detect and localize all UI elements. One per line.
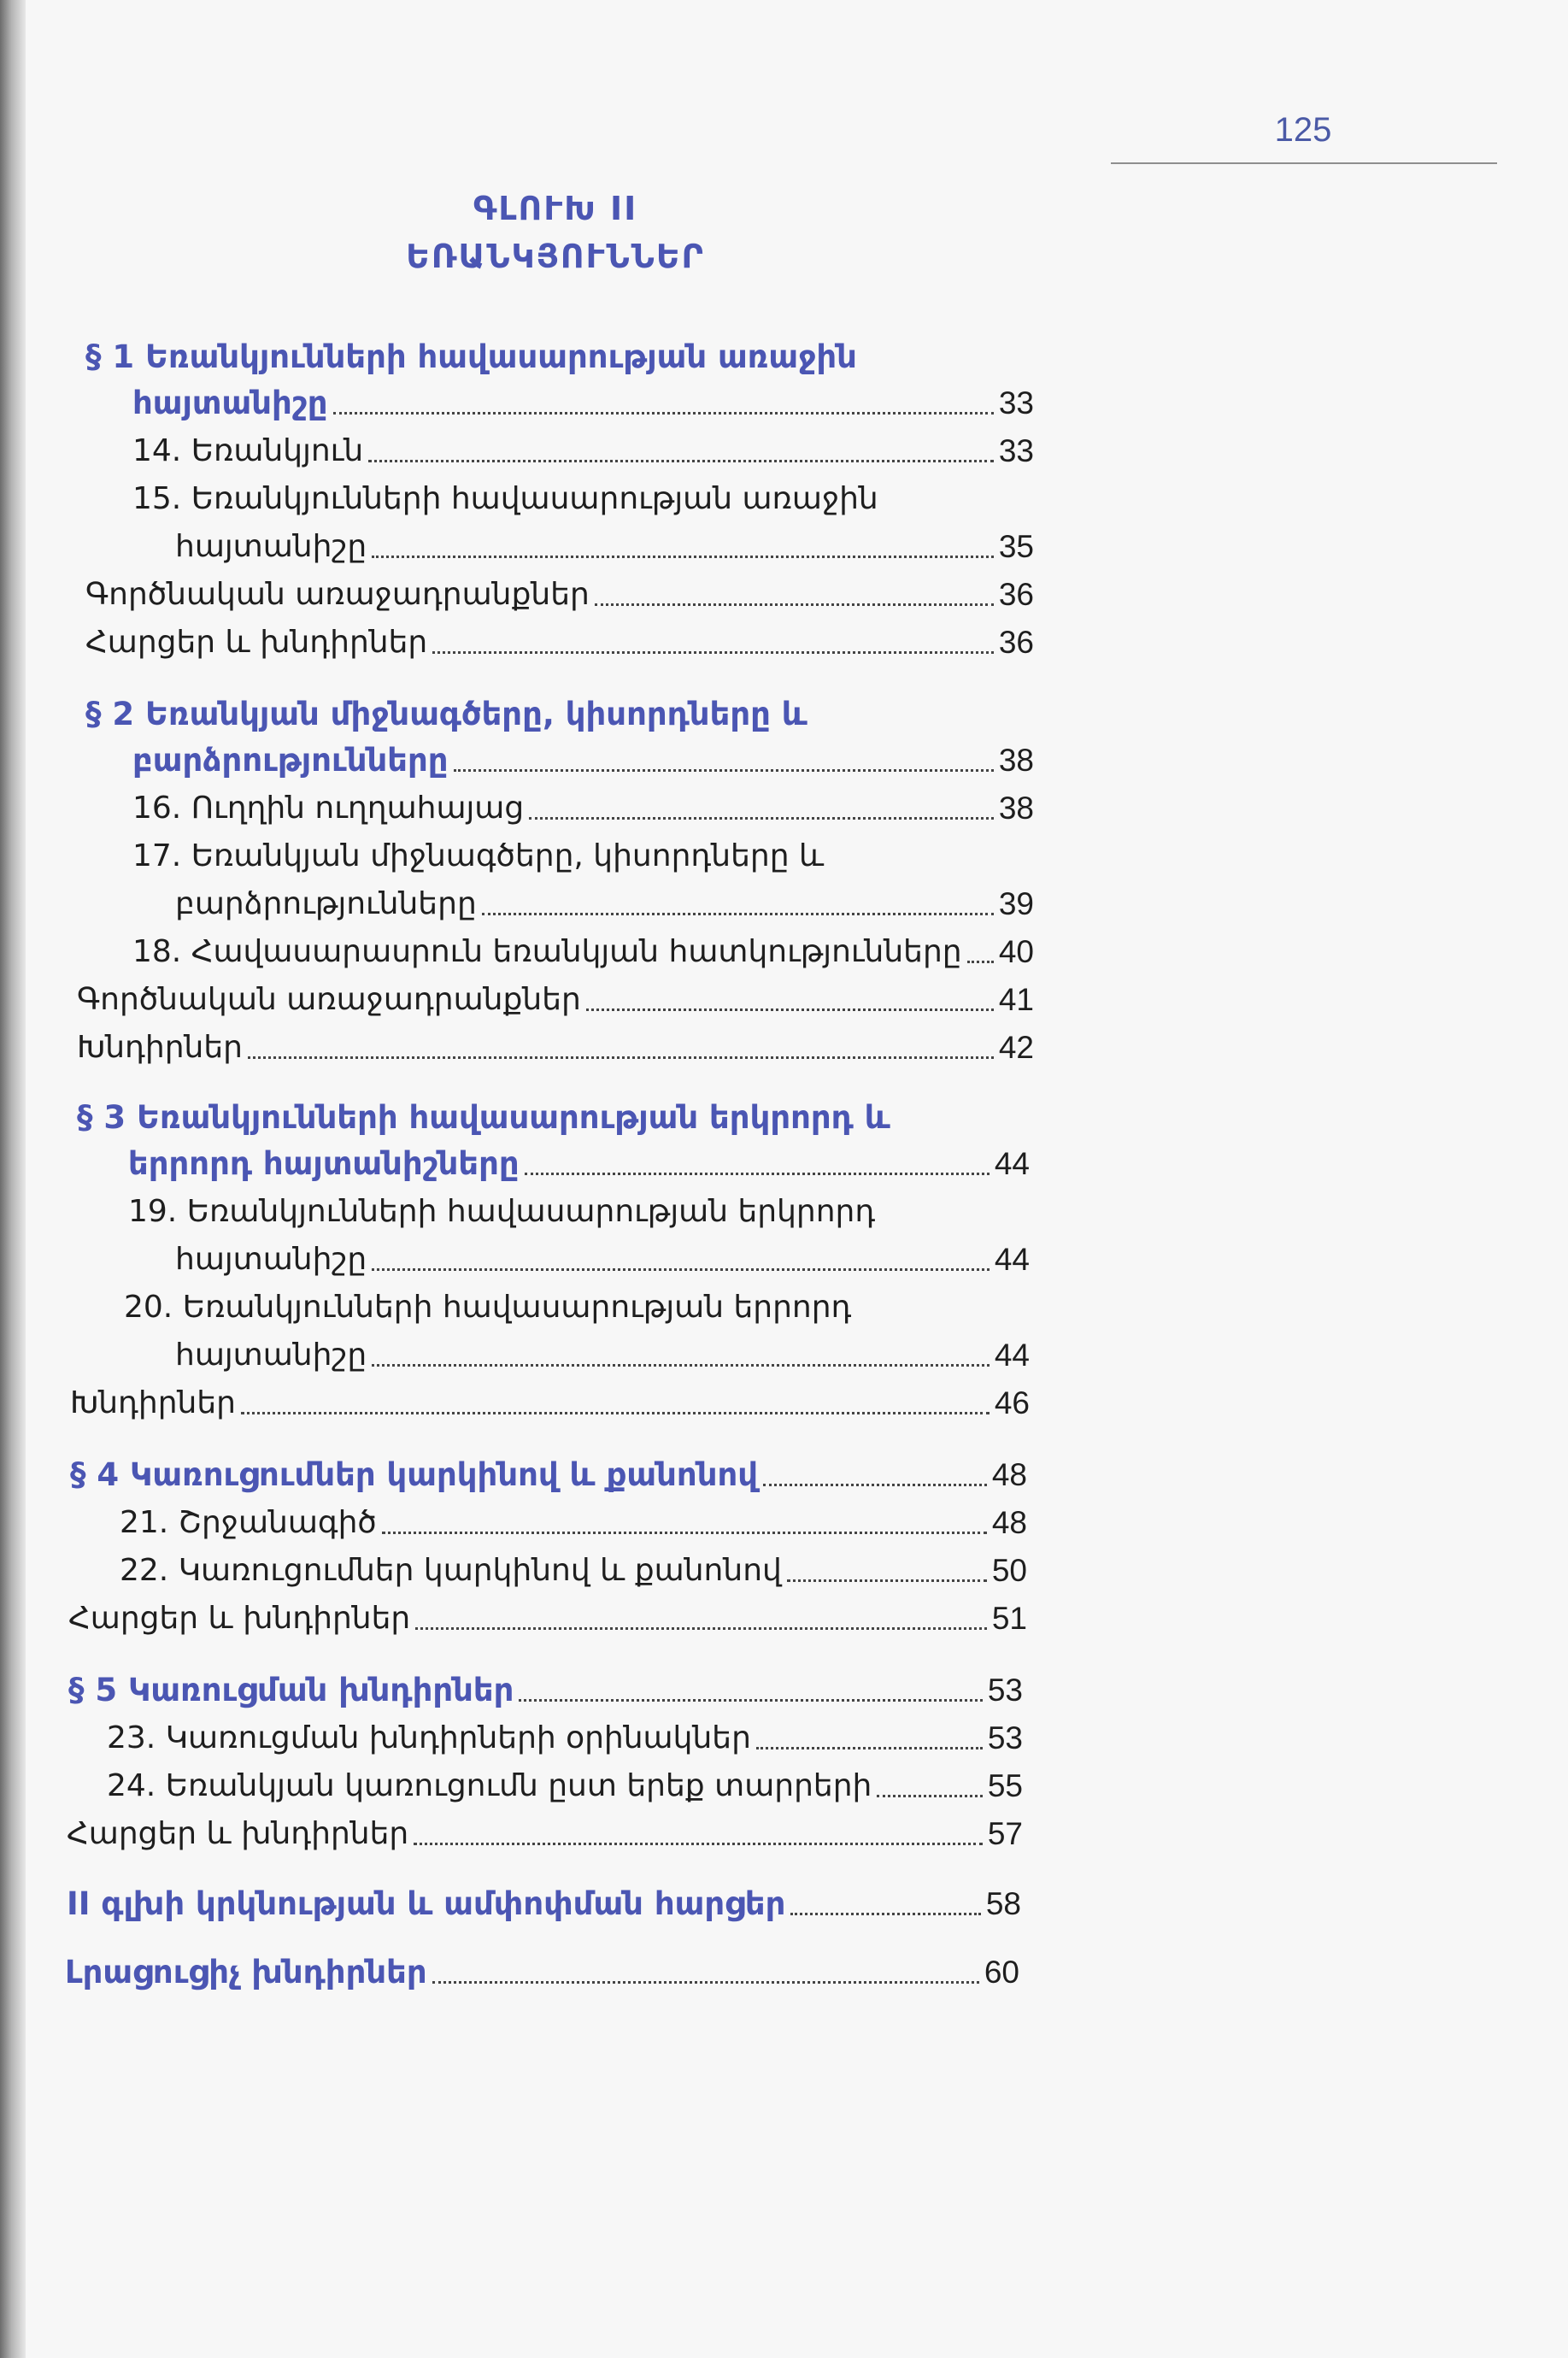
dot-leader [414,1843,983,1845]
toc-item-label: Գործնական առաջադրանքներ [77,982,581,1017]
dot-leader [519,1699,982,1702]
toc-chapter-review[interactable] [67,1882,1021,1926]
toc-item-16[interactable] [132,786,1034,831]
dot-leader [454,769,994,772]
toc-questions-1[interactable] [85,620,1034,665]
toc-item-label: 22. Կառուցումներ կարկինով և քանոնով [120,1553,782,1588]
toc-item-22[interactable] [120,1549,1027,1593]
toc-page: 42 [998,1030,1034,1065]
dot-leader [787,1579,987,1582]
toc-page: 38 [998,791,1034,826]
dot-leader [241,1412,990,1414]
toc-page: 58 [985,1886,1021,1921]
toc-page: 53 [987,1720,1023,1755]
chapter-title: ԵՌԱՆԿՅՈՒՆՆԵՐ [406,238,705,275]
dot-leader [382,1532,987,1534]
dot-leader [415,1627,987,1630]
dot-leader [432,1981,979,1984]
toc-item-19[interactable] [175,1238,1030,1282]
toc-page: 44 [994,1146,1030,1181]
dot-leader [525,1173,990,1175]
toc-additional-problems[interactable] [65,1950,1019,1995]
toc-section-1-line1[interactable]: § 1 Եռանկյունների հավասարության առաջին [85,338,857,375]
toc-page: 44 [994,1338,1030,1373]
toc-section-2[interactable] [132,738,1034,783]
toc-item-15-line1[interactable]: 15. Եռանկյունների հավասարության առաջին [132,481,878,516]
toc-page: 36 [998,577,1034,612]
dot-leader [763,1484,987,1486]
toc-item-18[interactable] [132,930,1034,974]
toc-section-3[interactable] [128,1142,1030,1186]
dot-leader [432,651,994,654]
toc-item-24[interactable] [107,1764,1023,1808]
toc-item-label: բարձրությունները [175,886,477,921]
dot-leader [372,1364,990,1367]
toc-practical-1[interactable] [85,573,1034,617]
dot-leader [595,603,994,606]
toc-item-label: 14. Եռանկյուն [132,433,364,468]
dot-leader [482,913,994,915]
toc-item-label: 16. Ուղղին ուղղահայաց [132,791,525,826]
toc-page: 60 [984,1955,1019,1990]
toc-section-2-line1[interactable]: § 2 Եռանկյան միջնագծերը, կիսորդները և [85,696,807,732]
toc-page: 41 [998,982,1034,1017]
toc-item-15[interactable] [175,525,1034,569]
dot-leader [368,460,994,462]
toc-item-label: Խնդիրներ [70,1385,236,1420]
toc-item-20-line1[interactable]: 20. Եռանկյունների հավասարության երրորդ [124,1290,852,1325]
toc-item-label: 21. Շրջանագիծ [120,1505,377,1540]
toc-item-17-line1[interactable]: 17. Եռանկյան միջնագծերը, կիսորդները և [132,838,825,873]
chapter-number: ԳԼՈՒԽ II [473,190,638,227]
dot-leader [529,817,994,820]
toc-problems-2[interactable] [77,1026,1034,1070]
toc-item-label: հայտանիշը [175,1338,367,1373]
toc-section-label: § 5 Կառուցման խնդիրներ [68,1672,514,1708]
toc-item-label: Հարցեր և խնդիրներ [67,1816,409,1851]
toc-item-21[interactable] [120,1501,1027,1545]
dot-leader [790,1913,980,1915]
toc-page: 55 [987,1768,1023,1803]
dot-leader [967,961,994,963]
toc-item-label: Հարցեր և խնդիրներ [85,625,428,660]
toc-section-2-line2: բարձրությունները [132,742,449,779]
toc-section-5[interactable] [68,1668,1023,1713]
toc-page: 33 [998,433,1034,468]
toc-page: 48 [991,1505,1027,1540]
toc-item-17[interactable] [175,882,1034,926]
toc-page: 35 [998,529,1034,564]
toc-page: 44 [994,1242,1030,1277]
dot-leader [372,1268,990,1271]
toc-item-label: հայտանիշը [175,1242,367,1277]
toc-item-label: հայտանիշը [175,529,367,564]
toc-page: 50 [991,1553,1027,1588]
toc-item-label: 24. Եռանկյան կառուցումն ըստ երեք տարրերի [107,1768,872,1803]
toc-page: 40 [998,934,1034,969]
toc-questions-5[interactable] [67,1812,1023,1856]
toc-page: 57 [987,1816,1023,1851]
toc-section-1-line2: հայտանիշը [132,385,328,421]
toc-item-19-line1[interactable]: 19. Եռանկյունների հավասարության երկրորդ [128,1194,876,1229]
toc-section-label: Լրացուցիչ խնդիրներ [65,1954,427,1990]
toc-section-1[interactable] [132,381,1034,426]
toc-page: 36 [998,625,1034,660]
toc-item-label: Խնդիրներ [77,1030,243,1065]
toc-page: 51 [991,1601,1027,1636]
page-number: 125 [1274,111,1332,149]
toc-item-label: 18. Հավասարասրուն եռանկյան հատկությունները [132,934,962,969]
toc-section-label: § 4 Կառուցումներ կարկինով և քանոնով [70,1456,759,1493]
toc-page: 48 [991,1457,1027,1492]
toc-page: 39 [998,886,1034,921]
toc-item-label: Գործնական առաջադրանքներ [85,577,590,612]
dot-leader [756,1747,983,1749]
dot-leader [877,1795,983,1797]
toc-item-label: 23. Կառուցման խնդիրների օրինակներ [107,1720,751,1755]
toc-problems-3[interactable] [70,1381,1030,1426]
toc-section-3-line2: երրորդ հայտանիշները [128,1145,520,1182]
dot-leader [333,412,994,415]
toc-section-3-line1[interactable]: § 3 Եռանկյունների հավասարության երկրորդ և [77,1099,890,1136]
toc-item-label: Հարցեր և խնդիրներ [68,1601,411,1636]
toc-section-label: II գլխի կրկնության և ամփոփման հարցեր [67,1885,786,1922]
toc-section-4[interactable] [70,1453,1027,1497]
toc-page: 33 [998,385,1034,420]
toc-item-14[interactable] [132,429,1034,473]
dot-leader [586,1008,994,1011]
toc-item-20[interactable] [175,1333,1030,1378]
toc-page: 38 [998,743,1034,778]
dot-leader [248,1056,994,1059]
toc-questions-4[interactable] [68,1597,1027,1641]
toc-practical-2[interactable] [77,978,1034,1022]
toc-page: 53 [987,1673,1023,1708]
toc-item-23[interactable] [107,1716,1023,1761]
toc-page: 46 [994,1385,1030,1420]
dot-leader [372,556,994,558]
